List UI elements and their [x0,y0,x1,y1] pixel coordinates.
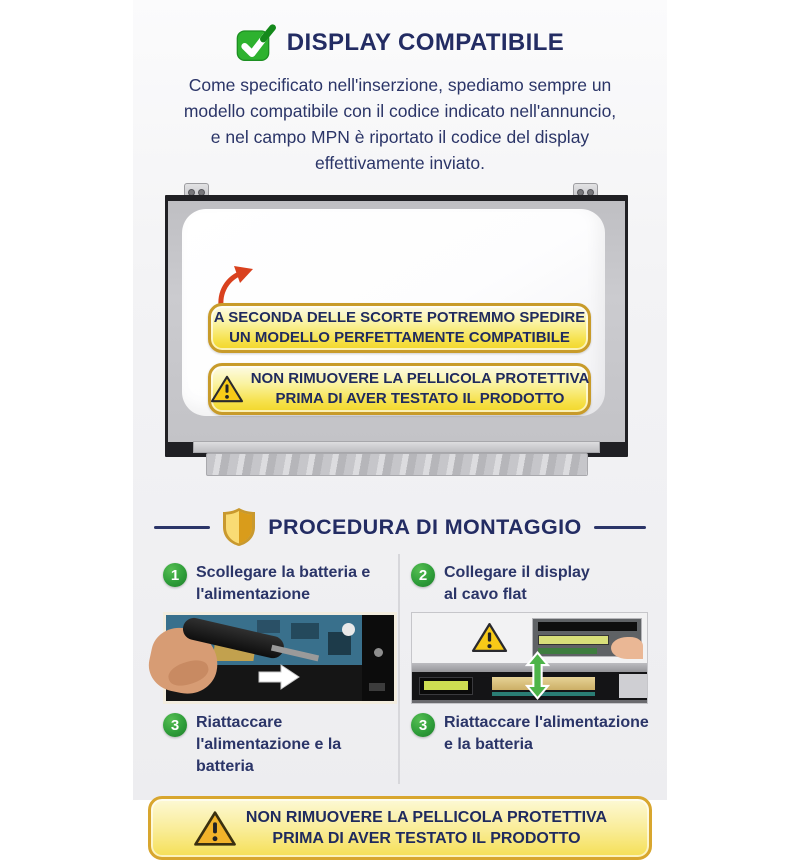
gold-shield-icon [222,507,256,547]
stock-notice-line2: UN MODELLO PERFETTAMENTE COMPATIBILE [229,329,570,346]
description-line: e nel campo MPN è riportato il codice del display [210,127,590,147]
flat-cable-connector [419,677,473,695]
step-2-photo [411,612,648,704]
warning-triangle-icon [471,621,508,654]
footer-warning-line1: NON RIMUOVERE LA PELLICOLA PROTETTIVA [245,809,608,826]
step-1-label: Scollegare la batteria e l'alimentazione [196,564,371,603]
warning-triangle-icon [193,809,237,848]
step-3-right [411,712,667,756]
warning-triangle-icon [210,374,244,404]
finger [611,637,643,659]
white-right-arrow-icon [259,663,301,691]
step-1-badge: 1 [163,563,187,587]
panel-bottom-edge [193,441,600,453]
assembly-section-title: PROCEDURA DI MONTAGGIO [268,514,582,539]
intro-description [133,72,667,176]
stock-notice-label [208,303,591,353]
header [133,0,667,62]
step-2-label: Collegare il display al cavo flat [444,564,590,603]
footer-warning-banner [148,796,652,860]
step-2 [411,562,667,606]
green-up-down-arrow-icon [525,647,550,704]
page-title: DISPLAY COMPATIBILE [286,29,565,56]
foil-covered-pcb [206,453,588,476]
step-2-badge: 2 [411,563,435,587]
stock-notice-line1: A SECONDA DELLE SCORTE POTREMMO SPEDIRE [213,309,586,326]
description-line: Come specificato nell'inserzione, spediamo sempre un [188,75,612,95]
assembly-section-header [133,506,667,548]
step-3-badge: 3 [163,713,187,737]
film-warning-label [208,363,591,415]
step-1-photo [163,612,397,704]
step-3-badge: 3 [411,713,435,737]
green-check-icon [236,24,276,62]
film-warning-line1: NON RIMUOVERE LA PELLICOLA PROTETTIVA [250,370,590,387]
film-warning-line2: PRIMA DI AVER TESTATO IL PRODOTTO [275,390,565,407]
step-1 [163,562,398,606]
content-column [133,0,667,847]
description-line: modello compatibile con il codice indicato nell'annuncio, [183,101,617,121]
assembly-steps [133,554,667,784]
description-line: effettivamente inviato. [315,153,485,173]
step-3-label: Riattaccare l'alimentazione e la batteria [444,714,649,753]
divider-line [154,526,210,529]
assembly-column-right [398,554,667,784]
lcd-panel-photo [133,181,667,480]
footer-warning-line2: PRIMA DI AVER TESTATO IL PRODOTTO [272,830,581,847]
step-3-left [163,712,398,778]
divider-line [594,526,646,529]
assembly-column-left [133,554,398,784]
step-3-label: Riattaccare l'alimentazione e la batteria [196,714,342,775]
